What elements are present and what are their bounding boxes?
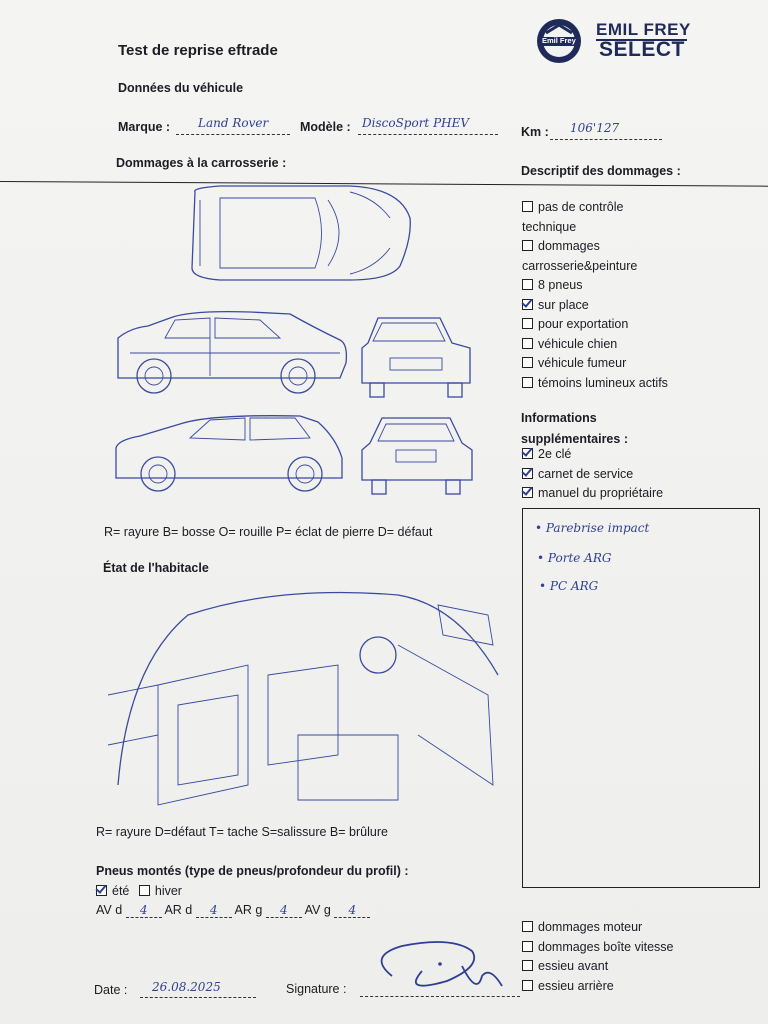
emil-frey-logo xyxy=(534,16,584,66)
body-damage-title: Dommages à la carrosserie : xyxy=(116,156,287,170)
item-label: carnet de service xyxy=(538,466,634,481)
note-line: • Porte ARG xyxy=(537,551,612,565)
tires-title: Pneus montés (type de pneus/profondeur du profil) : xyxy=(96,864,409,878)
brand-label: Marque : xyxy=(118,120,171,134)
note-line: • PC ARG xyxy=(539,579,599,593)
km-label: Km : xyxy=(521,125,549,139)
av-g-value: 4 xyxy=(348,903,357,917)
item-label: témoins lumineux actifs xyxy=(538,375,668,390)
body-damage-legend: R= rayure B= bosse O= rouille P= éclat de pierre D= défaut xyxy=(104,525,433,539)
check-warning-lights[interactable] xyxy=(522,374,722,394)
checkbox-checked[interactable] xyxy=(522,487,533,498)
item-label: véhicule fumeur xyxy=(538,356,627,370)
date-value: 26.08.2025 xyxy=(152,980,221,994)
interior-title: État de l'habitacle xyxy=(103,561,209,575)
checkbox[interactable] xyxy=(522,921,533,932)
extra-info-title-line1: Informations xyxy=(521,411,597,425)
item-label: sur place xyxy=(538,297,589,312)
model-value: DiscoSport PHEV xyxy=(362,116,470,130)
car-rear-view xyxy=(362,418,472,494)
car-top-view xyxy=(192,186,410,280)
model-label: Modèle : xyxy=(300,120,351,134)
car-side-right-view xyxy=(116,416,342,491)
item-label: essieu arrière xyxy=(538,978,614,993)
item-label: pour exportation xyxy=(538,317,629,331)
check-8-tires[interactable] xyxy=(522,276,722,296)
ar-g-field[interactable] xyxy=(266,903,302,918)
checkbox[interactable] xyxy=(522,338,533,349)
model-field[interactable] xyxy=(358,116,498,135)
signature-label: Signature : xyxy=(286,982,347,996)
checkbox[interactable] xyxy=(522,279,533,290)
car-front-view xyxy=(362,318,470,397)
brand-value: Land Rover xyxy=(198,116,269,130)
item-label: pas de contrôle xyxy=(538,200,624,214)
interior-legend: R= rayure D=défaut T= tache S=salissure B= brûlure xyxy=(96,825,388,839)
check-gearbox-damage[interactable] xyxy=(522,938,742,958)
checkbox[interactable] xyxy=(139,885,150,896)
winter-label: hiver xyxy=(154,884,182,898)
check-smoker-vehicle[interactable] xyxy=(522,354,722,374)
check-rear-axle[interactable] xyxy=(522,977,742,997)
check-body-paint-damage[interactable] xyxy=(522,237,722,257)
checkbox[interactable] xyxy=(522,357,533,368)
checkbox-checked[interactable] xyxy=(96,885,107,896)
item-label: essieu avant xyxy=(538,959,609,973)
check-dog-vehicle[interactable] xyxy=(522,335,722,355)
notes-box[interactable] xyxy=(522,508,760,888)
check-winter[interactable] xyxy=(139,884,182,898)
check-owner-manual[interactable] xyxy=(522,484,722,504)
logo-text: Emil Frey xyxy=(542,36,576,45)
check-summer[interactable] xyxy=(96,884,129,898)
checkbox[interactable] xyxy=(522,240,533,251)
car-side-left-view xyxy=(118,312,346,393)
extra-info-checklist xyxy=(522,445,722,504)
extra-info-title-line2: supplémentaires : xyxy=(521,432,628,446)
damage-description-title: Descriptif des dommages : xyxy=(521,164,681,178)
item-label: 8 pneus xyxy=(538,278,583,292)
car-body-diagram[interactable] xyxy=(100,178,480,508)
form-title: Test de reprise eftrade xyxy=(118,42,278,59)
checkbox[interactable] xyxy=(522,980,533,991)
checkbox-checked[interactable] xyxy=(522,299,533,310)
item-label-cont: carrosserie&peinture xyxy=(522,258,638,273)
extra-info-title xyxy=(521,408,628,450)
ar-d-value: 4 xyxy=(209,903,218,917)
item-label: manuel du propriétaire xyxy=(538,486,664,500)
check-second-key[interactable] xyxy=(522,445,722,465)
note-line: • Parebrise impact xyxy=(535,521,650,535)
brand-line1: EMIL FREY xyxy=(596,20,691,39)
checkbox-checked[interactable] xyxy=(522,448,533,459)
check-service-book[interactable] xyxy=(522,465,722,485)
av-d-field[interactable] xyxy=(126,903,162,918)
check-no-technical-control[interactable] xyxy=(522,198,722,218)
check-export[interactable] xyxy=(522,315,722,335)
item-label: dommages xyxy=(538,239,600,253)
checkbox[interactable] xyxy=(522,960,533,971)
item-label: dommages moteur xyxy=(538,920,643,934)
check-engine-damage[interactable] xyxy=(522,918,742,938)
brand-field[interactable] xyxy=(176,116,290,135)
signature-drawing xyxy=(362,936,512,1000)
checkbox-checked[interactable] xyxy=(522,468,533,479)
ar-d-label: AR d xyxy=(164,903,193,917)
checkbox[interactable] xyxy=(522,941,533,952)
av-d-label: AV d xyxy=(96,903,123,917)
tire-depth-row xyxy=(96,903,370,918)
ar-g-label: AR g xyxy=(234,903,263,917)
ar-g-value: 4 xyxy=(279,903,288,917)
brand-line2: SELECT xyxy=(599,38,685,61)
vehicle-section-title: Données du véhicule xyxy=(118,81,244,95)
check-on-site[interactable] xyxy=(522,296,722,316)
km-field[interactable] xyxy=(550,121,662,140)
check-front-axle[interactable] xyxy=(522,957,742,977)
date-label: Date : xyxy=(94,983,128,997)
checkbox[interactable] xyxy=(522,377,533,388)
av-d-value: 4 xyxy=(139,903,148,917)
item-label-cont: technique xyxy=(522,219,577,234)
damage-checklist xyxy=(522,198,722,393)
summer-label: été xyxy=(112,884,130,898)
item-label: véhicule chien xyxy=(538,336,618,351)
av-g-label: AV g xyxy=(304,903,331,917)
ar-d-field[interactable] xyxy=(196,903,232,918)
mechanical-checklist xyxy=(522,918,742,996)
av-g-field[interactable] xyxy=(334,903,370,918)
item-label: dommages boîte vitesse xyxy=(538,939,674,954)
km-value: 106'127 xyxy=(570,121,620,135)
checkbox[interactable] xyxy=(522,201,533,212)
item-label: 2e clé xyxy=(538,447,572,461)
date-field[interactable] xyxy=(140,980,256,998)
tire-type-row xyxy=(96,882,182,902)
interior-diagram[interactable] xyxy=(98,585,500,817)
checkbox[interactable] xyxy=(522,318,533,329)
